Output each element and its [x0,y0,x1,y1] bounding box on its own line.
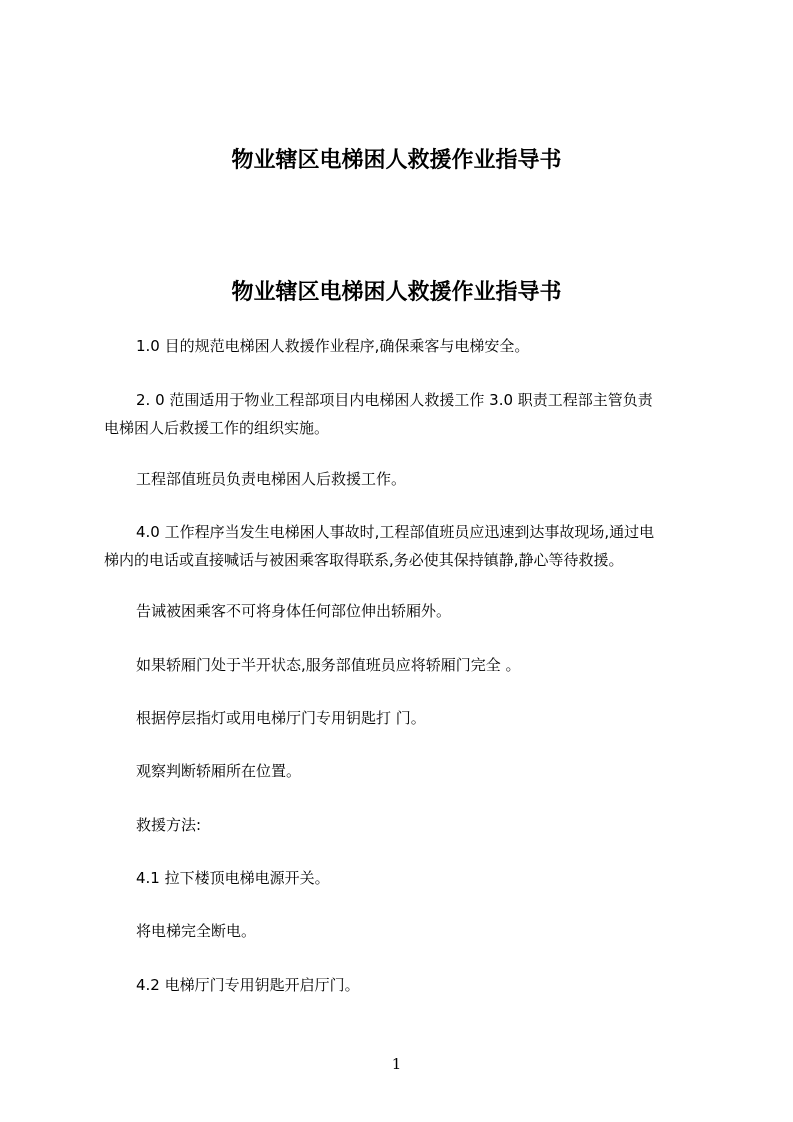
paragraph-line: 2. 0 范围适用于物业工程部项目内电梯困人救援工作 3.0 职责工程部主管负责 [136,391,653,409]
document-title-second: 物业辖区电梯困人救援作业指导书 [231,280,562,305]
paragraph-line: 4.1 拉下楼顶电梯电源开关。 [136,869,330,887]
paragraph-procedure [104,518,716,574]
paragraph-step-4-1 [104,864,716,892]
paragraph-line: 将电梯完全断电。 [136,922,257,940]
paragraph-scope [104,386,716,442]
paragraph-line: 根据停层指灯或用电梯厅门专用钥匙打 门。 [136,709,426,727]
paragraph-line: 4.2 电梯厅门专用钥匙开启厅门。 [136,976,360,994]
paragraph-power-off [104,917,716,945]
paragraph-line: 电梯困人后救援工作的组织实施。 [104,419,330,437]
paragraph-floor-indicator [104,704,716,732]
paragraph-line: 救援方法: [136,816,202,834]
paragraph-method-heading [104,811,716,839]
paragraph-line: 1.0 目的规范电梯困人救援作业程序,确保乘客与电梯安全。 [136,337,530,355]
page-number: 1 [391,1055,402,1073]
paragraph-warning [104,597,716,625]
paragraph-line: 告诫被困乘客不可将身体任何部位伸出轿厢外。 [136,602,452,620]
paragraph-door-close [104,651,716,679]
paragraph-line: 观察判断轿厢所在位置。 [136,762,302,780]
paragraph-observe [104,757,716,785]
paragraph-line: 工程部值班员负责电梯困人后救援工作。 [136,470,407,488]
document-title-top: 物业辖区电梯困人救援作业指导书 [231,148,562,173]
paragraph-duty [104,465,716,493]
paragraph-purpose [104,332,716,360]
paragraph-line: 如果轿厢门处于半开状态,服务部值班员应将轿厢门完全 。 [136,656,521,674]
paragraph-line: 4.0 工作程序当发生电梯困人事故时,工程部值班员应迅速到达事故现场,通过电 [136,523,655,541]
paragraph-line: 梯内的电话或直接喊话与被困乘客取得联系,务必使其保持镇静,静心等待救援。 [104,551,624,569]
paragraph-step-4-2 [104,971,716,999]
